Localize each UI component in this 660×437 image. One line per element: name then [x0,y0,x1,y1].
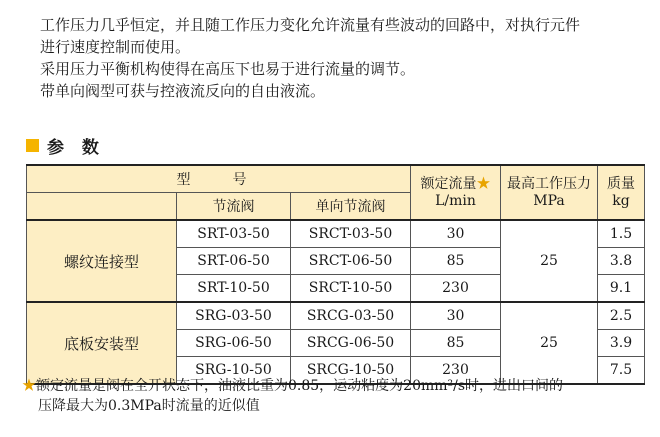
cell-check: SRCG-10-50 [291,357,411,385]
cell-check: SRCT-03-50 [291,220,411,248]
intro-line-2: 进行速度控制而使用。 [40,38,191,56]
group-name: 底板安装型 [27,302,177,384]
intro-line-1: 工作压力几乎恒定，并且随工作压力变化允许流量有些波动的回路中，对执行元件 [40,16,581,34]
footnote [22,376,654,416]
section-title: 参 数 [47,138,105,158]
footnote-line-2: 压降最大为0.3MPa时流量的近似值 [38,398,260,414]
cell-throttle: SRT-10-50 [177,275,291,303]
cell-throttle: SRT-03-50 [177,220,291,248]
cell-flow: 85 [411,248,501,275]
cell-flow: 230 [411,275,501,303]
footnote-line-1: ★额定流量是阀在全开状态下，油液比重为0.85，运动粘度为20mm²/s时，进出口间的 [22,378,564,394]
header-rated-flow: 额定流量★ L/min [411,165,501,220]
table-row [27,220,645,248]
header-group-blank [27,193,177,221]
cell-mass: 3.8 [598,248,645,275]
cell-throttle: SRG-06-50 [177,330,291,357]
cell-mass: 7.5 [598,357,645,385]
cell-check: SRCT-10-50 [291,275,411,303]
cell-throttle: SRG-10-50 [177,357,291,385]
cell-flow: 85 [411,330,501,357]
cell-flow: 230 [411,357,501,385]
cell-check: SRCG-03-50 [291,302,411,330]
cell-check: SRCT-06-50 [291,248,411,275]
intro-text [40,14,655,102]
intro-line-4: 带单向阀型可获与控液流反向的自由液流。 [40,82,326,100]
cell-mass: 2.5 [598,302,645,330]
cell-pressure: 25 [501,220,598,302]
header-mass: 质量 kg [598,165,645,220]
star-icon: ★ [22,378,36,394]
section-heading [26,133,105,158]
cell-mass: 9.1 [598,275,645,303]
cell-mass: 1.5 [598,220,645,248]
header-throttle: 节流阀 [177,193,291,221]
table-row [27,302,645,330]
cell-mass: 3.9 [598,330,645,357]
group-name: 螺纹连接型 [27,220,177,302]
cell-throttle: SRG-03-50 [177,302,291,330]
parameter-table [26,164,645,385]
header-model: 型 号 [27,165,411,193]
intro-line-3: 采用压力平衡机构使得在高压下也易于进行流量的调节。 [40,60,416,78]
header-check-throttle: 单向节流阀 [291,193,411,221]
star-icon: ★ [476,175,491,192]
cell-throttle: SRT-06-50 [177,248,291,275]
header-max-pressure: 最高工作压力 MPa [501,165,598,220]
cell-flow: 30 [411,220,501,248]
cell-flow: 30 [411,302,501,330]
square-bullet-icon [26,139,39,152]
cell-check: SRCG-06-50 [291,330,411,357]
cell-pressure: 25 [501,302,598,384]
